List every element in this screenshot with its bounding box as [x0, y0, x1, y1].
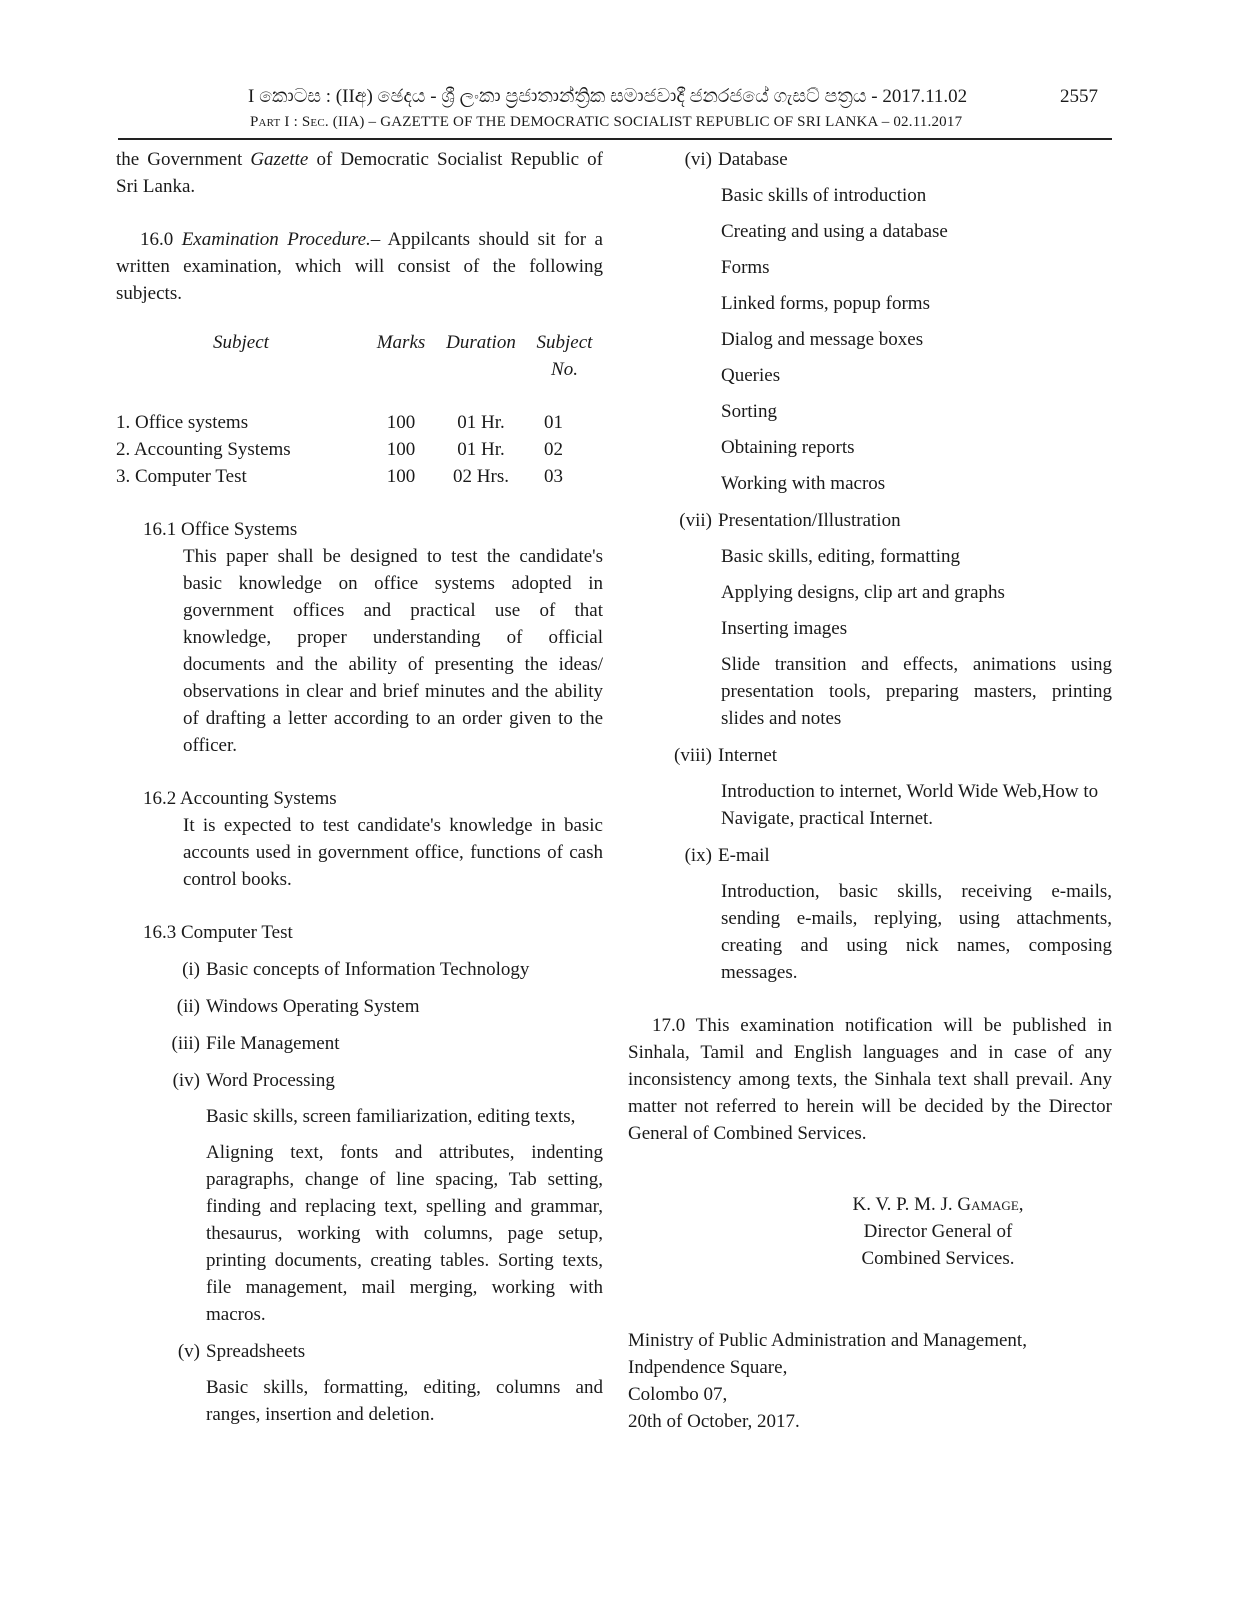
database-sub: Linked forms, popup forms [721, 293, 930, 314]
database-sub: Forms [721, 257, 770, 278]
section-16-2-title: 16.2 Accounting Systems [143, 788, 337, 809]
list-item-label: Database [718, 149, 788, 170]
presentation-sub: Inserting images [721, 618, 848, 639]
list-item [116, 1338, 603, 1365]
cell-duration: 01 Hr. [457, 412, 505, 433]
section-16-paragraph [116, 226, 603, 307]
address-block [628, 1327, 1112, 1435]
section-16-number: 16.0 [140, 229, 182, 250]
database-sub: Basic skills of introduction [721, 185, 927, 206]
database-sub: Dialog and message boxes [721, 329, 924, 350]
list-item [628, 842, 1112, 869]
header-rule [118, 138, 1112, 140]
internet-sub: Introduction to internet, World Wide Web,How to Navigate, practical Internet. [721, 781, 1099, 829]
intro-gazette: Gazette [250, 149, 309, 170]
section-16-title: Examination Procedure. [181, 229, 371, 250]
section-16-2 [116, 785, 603, 893]
address-line: Indpendence Square, [628, 1357, 788, 1378]
list-item [116, 1067, 603, 1094]
cell-duration: 01 Hr. [457, 439, 505, 460]
cell-subject-no: 01 [544, 412, 563, 433]
section-16-2-text: It is expected to test candidate's knowledge in basic accounts used in government office, functions of cash control books. [183, 815, 603, 890]
section-16-1-text: This paper shall be designed to test the candidate's basic knowledge on office systems adopted in government offices and practical use of that knowledge, proper understanding of official documents and the ability of presenting the ideas/ observations in clear and brief minutes and the ability of drafting a letter according to an order given to the officer. [183, 546, 603, 756]
database-sub: Working with macros [721, 473, 886, 494]
spreadsheets-sub: Basic skills, formatting, editing, columns and ranges, insertion and deletion. [206, 1377, 603, 1425]
list-item [628, 146, 1112, 173]
th-subject: Subject [213, 332, 269, 353]
list-item [116, 956, 603, 983]
database-sub: Queries [721, 365, 781, 386]
th-subject-no: Subject No. [536, 332, 593, 380]
subjects-table-header [116, 329, 603, 383]
list-item-label: Spreadsheets [206, 1341, 306, 1362]
list-item-number: (v) [177, 1341, 200, 1362]
list-item-label: Basic concepts of Information Technology [206, 959, 530, 980]
database-sub: Creating and using a database [721, 221, 948, 242]
presentation-sub: Applying designs, clip art and graphs [721, 582, 1005, 603]
list-item-number: (i) [182, 959, 200, 980]
presentation-sub: Slide transition and effects, animations using presentation tools, preparing masters, printing slides and notes [721, 654, 1112, 729]
word-processing-sub-1: Basic skills, screen familiarization, editing texts, [206, 1106, 576, 1127]
database-sub: Sorting [721, 401, 777, 422]
list-item [116, 1030, 603, 1057]
email-sub: Introduction, basic skills, receiving e-mails, sending e-mails, replying, using attachments, creating and using nick names, composing messages. [721, 881, 1112, 983]
cell-duration: 02 Hrs. [453, 466, 509, 487]
cell-subject: 2. Accounting Systems [116, 439, 291, 460]
word-processing-sub-2: Aligning text, fonts and attributes, indenting paragraphs, change of line spacing, Tab setting, finding and replacing text, spelling and grammar, thesaurus, working with columns, page setup, printing documents, creating tables. Sorting texts, file management, mail merging, working with macros. [206, 1142, 603, 1325]
presentation-sub: Basic skills, editing, formatting [721, 546, 961, 567]
subjects-table [116, 329, 603, 490]
signatory-name: K. V. P. M. J. Gamage, [852, 1194, 1024, 1215]
section-16-3 [116, 919, 603, 946]
list-item-label: Windows Operating System [206, 996, 420, 1017]
signatory-title-line-1: Director General of [863, 1221, 1013, 1242]
intro-text-a: the Government [116, 149, 251, 170]
cell-subject: 1. Office systems [116, 412, 249, 433]
signatory-title-line-2: Combined Services. [861, 1248, 1015, 1269]
table-row [116, 436, 603, 463]
address-line: Ministry of Public Administration and Management, [628, 1330, 1027, 1351]
list-item-number: (iv) [172, 1070, 200, 1091]
page-number: 2557 [1060, 86, 1098, 107]
address-line: Colombo 07, [628, 1384, 728, 1405]
list-item-number: (ix) [684, 845, 712, 866]
list-item-number: (vii) [679, 510, 712, 531]
list-item-label: E-mail [718, 845, 770, 866]
header-sinhala-line: I කොටස : (IIඅ) ඡෙදය - ශ්‍රී ලංකා ප්‍රජාතාන්ත්‍රික සමාජවාදී ජනරජයේ ගැසට් පත්‍රය - 2017.11.02 [248, 86, 968, 107]
list-item-label: Presentation/Illustration [718, 510, 901, 531]
list-item-label: Internet [718, 745, 778, 766]
signature-block [788, 1191, 1088, 1272]
section-16-text: – Appilcants should sit for a written examination, which will consist of the following subjects. [116, 229, 603, 304]
address-date: 20th of October, 2017. [628, 1411, 800, 1432]
cell-marks: 100 [386, 466, 416, 487]
list-item-number: (ii) [176, 996, 200, 1017]
th-marks: Marks [376, 332, 426, 353]
cell-marks: 100 [386, 412, 416, 433]
section-16-3-title: 16.3 Computer Test [143, 922, 293, 943]
intro-paragraph [116, 146, 603, 200]
cell-subject-no: 02 [544, 439, 563, 460]
left-column [116, 146, 603, 1428]
table-row [116, 409, 603, 436]
list-item-label: Word Processing [206, 1070, 335, 1091]
list-item-label: File Management [206, 1033, 340, 1054]
section-16-1 [116, 516, 603, 759]
database-sub: Obtaining reports [721, 437, 855, 458]
cell-marks: 100 [386, 439, 416, 460]
th-duration: Duration [446, 332, 516, 353]
list-item [116, 993, 603, 1020]
right-column [628, 146, 1112, 1435]
list-item-number: (viii) [674, 745, 712, 766]
section-16-1-title: 16.1 Office Systems [143, 519, 298, 540]
cell-subject-no: 03 [544, 466, 563, 487]
list-item [628, 507, 1112, 534]
list-item-number: (iii) [171, 1033, 200, 1054]
cell-subject: 3. Computer Test [116, 466, 247, 487]
computer-test-items [116, 956, 603, 1428]
list-item-number: (vi) [684, 149, 712, 170]
header-english-line: Part I : Sec. (IIA) – GAZETTE OF THE DEMOCRATIC SOCIALIST REPUBLIC OF SRI LANKA – 02.11.2017 [250, 114, 963, 130]
list-item [628, 742, 1112, 769]
intro-text-b: of Democratic Socialist Republic of Sri Lanka. [116, 149, 604, 197]
table-row [116, 463, 603, 490]
section-17-paragraph: 17.0 This examination notification will be published in Sinhala, Tamil and English languages and in case of any inconsistency among texts, the Sinhala text shall prevail. Any matter not referred to herein will be decided by the Director General of Combined Services. [628, 1015, 1112, 1144]
